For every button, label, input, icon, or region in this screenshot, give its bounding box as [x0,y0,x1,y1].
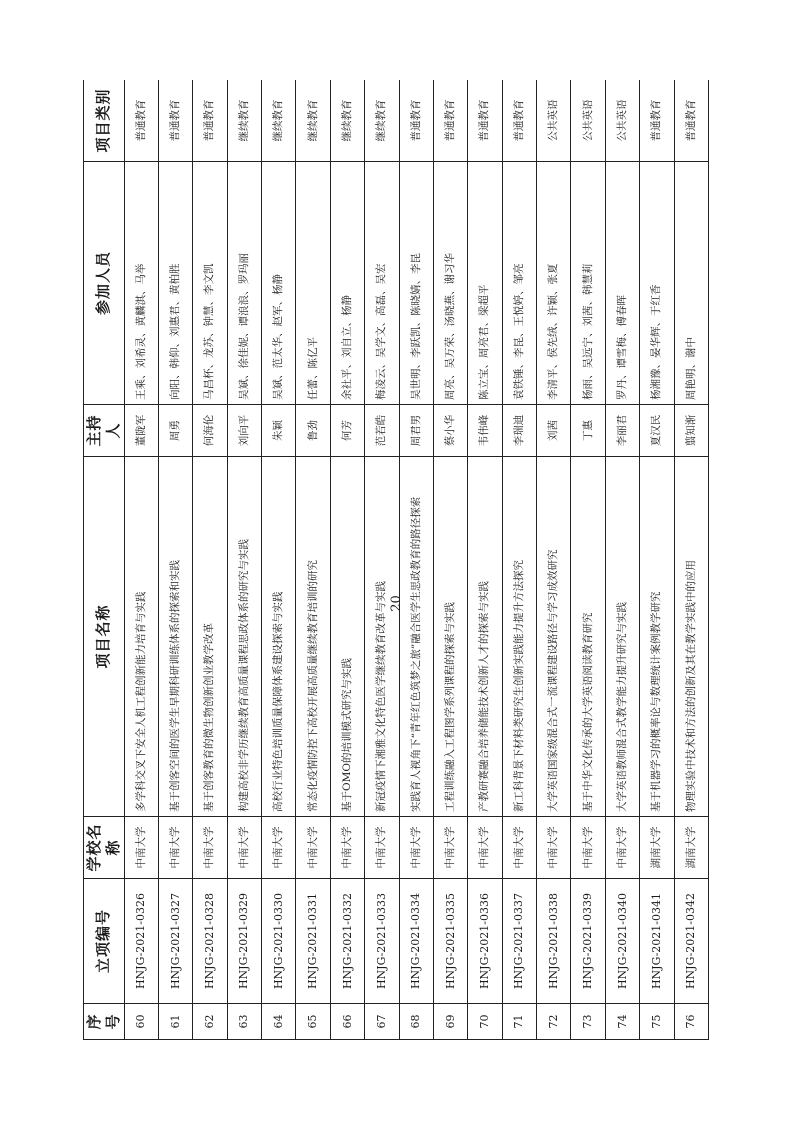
cell-name: 实践育人视角下“青年红色筑梦之旅”融合医学生思政教育的路径探索 [399,457,433,817]
header-name: 项目名称 [84,457,125,817]
cell-code: HNJG-2021-0328 [193,879,227,1004]
cell-name: 基于OMO的培训模式研究与实践 [330,457,364,817]
table-row [399,80,433,1040]
cell-members: 罗丹、谭雪梅、傅春晖 [605,162,639,405]
cell-code: HNJG-2021-0338 [537,879,571,1004]
cell-school: 湖南大学 [674,817,709,879]
cell-category: 公共英语 [571,80,605,162]
cell-school: 中南大学 [502,817,536,879]
cell-code: HNJG-2021-0341 [640,879,674,1004]
header-members: 参加人员 [84,162,125,405]
cell-host: 范若皓 [365,405,399,457]
table-row [537,80,571,1040]
cell-category: 继续教育 [227,80,261,162]
header-code: 立项编号 [84,879,125,1004]
table-row [158,80,192,1040]
cell-category: 普通教育 [399,80,433,162]
cell-school: 中南大学 [227,817,261,879]
cell-category: 普通教育 [433,80,467,162]
cell-code: HNJG-2021-0339 [571,879,605,1004]
table-row [502,80,536,1040]
page-number [0,596,793,611]
table-row [262,80,296,1040]
cell-host: 董陇军 [124,405,158,457]
table-row [468,80,502,1040]
cell-code: HNJG-2021-0330 [262,879,296,1004]
cell-members: 吴斌、范太华、赵军、杨静 [262,162,296,405]
table-row [605,80,639,1040]
cell-name: 构建高校非学历继续教育高质量课程思政体系的研究与实践 [227,457,261,817]
cell-members: 李清平、侯先绒、许颖、张夏 [537,162,571,405]
cell-seq: 61 [158,1004,192,1040]
cell-school: 中南大学 [193,817,227,879]
cell-host: 李瑞迪 [502,405,536,457]
cell-code: HNJG-2021-0334 [399,879,433,1004]
cell-host: 夏汉民 [640,405,674,457]
table-row [193,80,227,1040]
cell-category: 继续教育 [365,80,399,162]
cell-name: 高校行业特色培训质量保障体系建设探索与实践 [262,457,296,817]
cell-school: 中南大学 [399,817,433,879]
cell-members: 杨雨、吴远宁、刘茜、韩慧莉 [571,162,605,405]
table-row [571,80,605,1040]
cell-host: 翦知渐 [674,405,709,457]
cell-members: 周亮、吴万荣、汤晓燕、谢习华 [433,162,467,405]
cell-host: 鲁劲 [296,405,330,457]
cell-school: 湖南大学 [640,817,674,879]
cell-members: 任蕾、陈亿平 [296,162,330,405]
cell-category: 普通教育 [468,80,502,162]
cell-name: 工程训练融入工程图学系列课程的探索与实践 [433,457,467,817]
page-number-text: 20 [388,595,404,612]
cell-members: 周艳明、谢中 [674,162,709,405]
cell-category: 继续教育 [330,80,364,162]
table-row [640,80,674,1040]
cell-category: 普通教育 [502,80,536,162]
cell-name: 基于中华文化传承的大学英语阅读教育研究 [571,457,605,817]
table-row [296,80,330,1040]
cell-members: 余社平、刘自立、杨静 [330,162,364,405]
cell-members: 向阳、韩仰、刘惠君、黄柏胜 [158,162,192,405]
cell-seq: 64 [262,1004,296,1040]
cell-category: 公共英语 [537,80,571,162]
cell-members: 杨湘豫、晏华辉、于红香 [640,162,674,405]
cell-seq: 73 [571,1004,605,1040]
cell-seq: 71 [502,1004,536,1040]
cell-seq: 74 [605,1004,639,1040]
cell-name: 基于创客空间的医学生早期科研训练体系的探索和实践 [158,457,192,817]
cell-school: 中南大学 [365,817,399,879]
cell-code: HNJG-2021-0327 [158,879,192,1004]
cell-code: HNJG-2021-0336 [468,879,502,1004]
cell-name: 基于机器学习的概率论与数理统计案例教学研究 [640,457,674,817]
cell-school: 中南大学 [433,817,467,879]
cell-code: HNJG-2021-0335 [433,879,467,1004]
cell-category: 普通教育 [193,80,227,162]
cell-host: 何芳 [330,405,364,457]
cell-seq: 68 [399,1004,433,1040]
cell-code: HNJG-2021-0331 [296,879,330,1004]
rotated-table-container [83,80,709,1040]
cell-code: HNJG-2021-0342 [674,879,709,1004]
cell-code: HNJG-2021-0329 [227,879,261,1004]
cell-school: 中南大学 [158,817,192,879]
cell-seq: 72 [537,1004,571,1040]
project-table [83,80,709,1040]
cell-host: 朱颖 [262,405,296,457]
cell-code: HNJG-2021-0332 [330,879,364,1004]
table-row [433,80,467,1040]
cell-code: HNJG-2021-0337 [502,879,536,1004]
cell-category: 普通教育 [640,80,674,162]
table-row [674,80,709,1040]
header-category: 项目类别 [84,80,125,162]
cell-host: 韦伟峰 [468,405,502,457]
cell-host: 刘茜 [537,405,571,457]
table-row [227,80,261,1040]
cell-school: 中南大学 [262,817,296,879]
cell-name: 产教研赛融合培养储能技术创新人才的探索与实践 [468,457,502,817]
cell-members: 马昌杯、龙苏、钟慧、李文凯 [193,162,227,405]
cell-school: 中南大学 [330,817,364,879]
cell-category: 普通教育 [124,80,158,162]
cell-category: 继续教育 [296,80,330,162]
cell-seq: 63 [227,1004,261,1040]
header-school: 学校名称 [84,817,125,879]
cell-seq: 62 [193,1004,227,1040]
cell-members: 陈立宝、周亮君、梁超平 [468,162,502,405]
cell-host: 刘向平 [227,405,261,457]
cell-name: 基于创客教育的微生物创新创业教学改革 [193,457,227,817]
cell-seq: 69 [433,1004,467,1040]
cell-seq: 76 [674,1004,709,1040]
cell-members: 袁铁锤、李昆、王悦婷、邹亮 [502,162,536,405]
cell-host: 周君男 [399,405,433,457]
cell-school: 中南大学 [571,817,605,879]
cell-name: 新冠疫情下湘雅文化特色医学继续教育改革与实践 [365,457,399,817]
cell-seq: 60 [124,1004,158,1040]
cell-name: 大学英语教师混合式教学能力提升研究与实践 [605,457,639,817]
table-row [365,80,399,1040]
cell-seq: 67 [365,1004,399,1040]
cell-name: 常态化疫情防控下高校开展高质量继续教育培训的研究 [296,457,330,817]
cell-host: 周勇 [158,405,192,457]
cell-school: 中南大学 [537,817,571,879]
table-row [330,80,364,1040]
header-host: 主持人 [84,405,125,457]
cell-school: 中南大学 [296,817,330,879]
cell-category: 普通教育 [158,80,192,162]
cell-code: HNJG-2021-0340 [605,879,639,1004]
cell-category: 继续教育 [262,80,296,162]
cell-members: 吴世明、李跃凯、陈晓婧、李昆 [399,162,433,405]
cell-host: 丁惠 [571,405,605,457]
cell-seq: 75 [640,1004,674,1040]
cell-host: 何海伦 [193,405,227,457]
cell-name: 大学英语国家级混合式一流课程建设路径与学习成效研究 [537,457,571,817]
cell-school: 中南大学 [468,817,502,879]
header-seq: 序号 [84,1004,125,1040]
table-header-row [84,80,125,1040]
cell-seq: 66 [330,1004,364,1040]
cell-code: HNJG-2021-0326 [124,879,158,1004]
cell-name: 多学科交叉下安全人机工程创新能力培育与实践 [124,457,158,817]
cell-host: 李丽君 [605,405,639,457]
cell-members: 梅凌云、吴学文、高磊、吴宏 [365,162,399,405]
rotated-table-area [83,80,709,1040]
cell-school: 中南大学 [124,817,158,879]
cell-seq: 65 [296,1004,330,1040]
cell-members: 王乘、刘希灵、黄麟淇、马举 [124,162,158,405]
cell-members: 吴斌、徐佳妮、谭浪浪、罗玛丽 [227,162,261,405]
cell-seq: 70 [468,1004,502,1040]
table-row [124,80,158,1040]
cell-school: 中南大学 [605,817,639,879]
cell-category: 公共英语 [605,80,639,162]
cell-name: 物理实验中技术和方法的创新及其在教学实践中的应用 [674,457,709,817]
cell-name: 新工科背景下材料类研究生创新实践能力提升方法探究 [502,457,536,817]
cell-code: HNJG-2021-0333 [365,879,399,1004]
cell-host: 蔡小华 [433,405,467,457]
cell-category: 普通教育 [674,80,709,162]
